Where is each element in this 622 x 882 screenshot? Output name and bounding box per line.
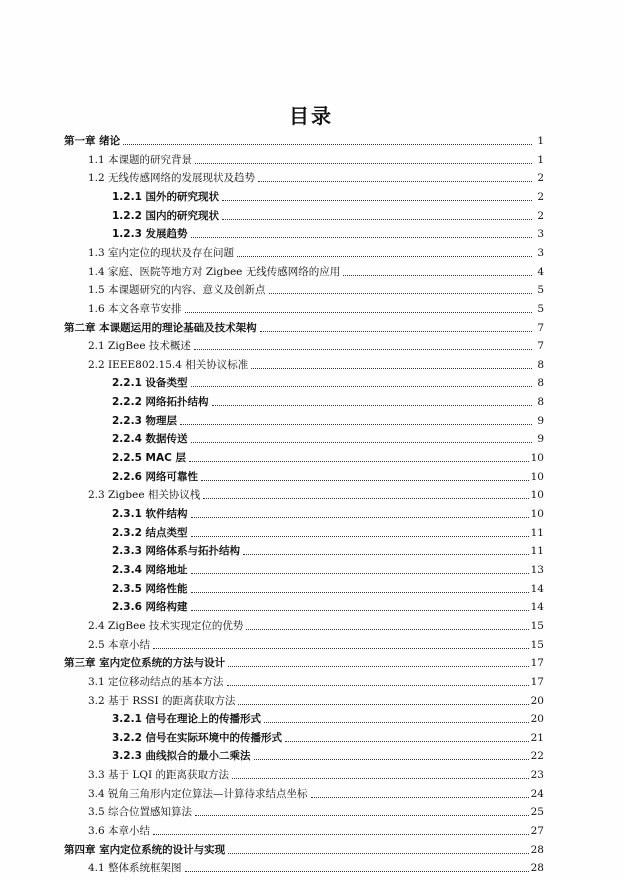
toc-section-entry	[112, 730, 544, 746]
dot-leader	[251, 368, 532, 369]
toc-page-number: 11	[530, 526, 544, 539]
dot-leader	[201, 480, 529, 481]
dot-leader	[191, 610, 529, 611]
toc-section-entry	[88, 786, 544, 802]
dot-leader	[180, 424, 532, 425]
toc-page-number: 27	[530, 825, 544, 838]
toc-entry-label: 1.2.3 发展趋势	[112, 228, 188, 241]
toc-entry-label: 1.3 室内定位的现状及存在问题	[88, 246, 235, 259]
toc-section-entry	[112, 226, 544, 242]
toc-page-number: 5	[537, 284, 544, 297]
toc-chapter-entry	[64, 320, 544, 336]
toc-section-entry	[88, 767, 544, 783]
dot-leader	[232, 778, 529, 779]
dot-leader	[311, 797, 529, 798]
toc-page-number: 8	[537, 396, 544, 409]
toc-section-entry	[112, 581, 544, 597]
dot-leader	[246, 629, 528, 630]
toc-page-number: 11	[530, 545, 544, 558]
toc-page-number: 3	[537, 228, 544, 241]
toc-entry-label: 1.2.2 国内的研究现状	[112, 209, 220, 222]
toc-section-entry	[112, 450, 544, 466]
toc-page-number: 20	[530, 694, 544, 707]
toc-page-number: 10	[530, 489, 544, 502]
toc-entry-label: 3.2.1 信号在理论上的传播形式	[112, 713, 262, 726]
toc-page-number: 7	[537, 321, 544, 334]
dot-leader	[212, 405, 532, 406]
toc-page-number: 2	[537, 209, 544, 222]
toc-entry-label: 2.3.6 网络构建	[112, 601, 188, 614]
toc-chapter-entry	[64, 655, 544, 671]
dot-leader	[191, 517, 529, 518]
toc-entry-label: 2.2 IEEE802.15.4 相关协议标准	[88, 358, 249, 371]
toc-section-entry	[112, 469, 544, 485]
toc-chapter-entry	[64, 133, 544, 149]
toc-page-number: 10	[530, 470, 544, 483]
toc-section-entry	[88, 823, 544, 839]
toc-entry-label: 2.3.4 网络地址	[112, 563, 188, 576]
toc-section-entry	[112, 562, 544, 578]
toc-page-number: 10	[530, 452, 544, 465]
toc-section-entry	[88, 618, 544, 634]
dot-leader	[243, 554, 529, 555]
dot-leader	[191, 237, 532, 238]
toc-section-entry	[88, 245, 544, 261]
toc-entry-label: 4.1 整体系统框架图	[88, 862, 182, 875]
dot-leader	[191, 573, 529, 574]
toc-page-number: 2	[537, 172, 544, 185]
toc-section-entry	[88, 282, 544, 298]
dot-leader	[191, 592, 529, 593]
toc-entry-label: 2.2.4 数据传送	[112, 433, 188, 446]
toc-entry-label: 1.2 无线传感网络的发展现状及趋势	[88, 172, 256, 185]
toc-section-entry	[112, 711, 544, 727]
toc-entry-label: 第二章 本课题运用的理论基础及技术架构	[64, 321, 257, 334]
toc-section-entry	[88, 674, 544, 690]
toc-section-entry	[112, 394, 544, 410]
dot-leader	[191, 442, 532, 443]
toc-section-entry	[88, 264, 544, 280]
toc-entry-label: 3.3 基于 LQI 的距离获取方法	[88, 769, 229, 782]
toc-entry-label: 2.3 Zigbee 相关协议栈	[88, 489, 201, 502]
dot-leader	[269, 293, 532, 294]
dot-leader	[237, 256, 532, 257]
dot-leader	[254, 759, 529, 760]
toc-section-entry	[112, 506, 544, 522]
toc-page-number: 17	[530, 675, 544, 688]
toc-entry-label: 2.2.5 MAC 层	[112, 452, 186, 465]
toc-chapter-entry	[64, 842, 544, 858]
toc-entry-label: 第一章 绪论	[64, 135, 121, 147]
toc-entry-label: 3.2.3 曲线拟合的最小二乘法	[112, 750, 251, 763]
toc-page-number: 4	[537, 265, 544, 278]
dot-leader	[191, 536, 529, 537]
dot-leader	[189, 461, 529, 462]
toc-page-number: 15	[530, 619, 544, 632]
toc-entry-label: 2.2.3 物理层	[112, 414, 178, 427]
toc-page-number: 3	[537, 246, 544, 259]
toc-page-number: 14	[530, 582, 544, 595]
toc-page-number: 8	[537, 358, 544, 371]
toc-entry-label: 第四章 室内定位系统的设计与实现	[64, 843, 226, 856]
dot-leader	[191, 386, 532, 387]
toc-section-entry	[112, 525, 544, 541]
toc-page-number: 21	[530, 731, 544, 744]
toc-section-entry	[88, 152, 544, 168]
dot-leader	[258, 181, 532, 182]
toc-section-entry	[88, 301, 544, 317]
toc-entry-label: 1.1 本课题的研究背景	[88, 153, 193, 166]
toc-entry-label: 2.3.5 网络性能	[112, 582, 188, 595]
toc-section-entry	[112, 543, 544, 559]
toc-section-entry	[88, 357, 544, 373]
toc-entry-label: 2.3.3 网络体系与拓扑结构	[112, 545, 241, 558]
toc-page-number: 25	[530, 806, 544, 819]
toc-section-entry	[88, 170, 544, 186]
toc-section-entry	[88, 338, 544, 354]
toc-page-number: 28	[530, 843, 544, 856]
toc-entry-label: 2.5 本章小结	[88, 638, 151, 651]
toc-page-number: 5	[537, 302, 544, 315]
toc-entry-label: 1.4 家庭、医院等地方对 Zigbee 无线传感网络的应用	[88, 265, 341, 278]
toc-entry-label: 1.5 本课题研究的内容、意义及创新点	[88, 284, 266, 297]
toc-page-number: 10	[530, 508, 544, 520]
toc-entry-label: 2.3.2 结点类型	[112, 526, 188, 539]
dot-leader	[285, 741, 529, 742]
toc-entry-label: 3.4 锐角三角形内定位算法—计算待求结点坐标	[88, 787, 308, 800]
toc-entry-label: 2.2.1 设备类型	[112, 377, 188, 390]
toc-entry-label: 3.2 基于 RSSI 的距离获取方法	[88, 694, 236, 707]
toc-page-number: 22	[530, 750, 544, 763]
toc-section-entry	[112, 748, 544, 764]
dot-leader	[228, 853, 528, 854]
dot-leader	[153, 834, 529, 835]
toc-section-entry	[88, 487, 544, 503]
toc-entry-label: 1.2.1 国外的研究现状	[112, 190, 220, 203]
toc-page-number: 1	[537, 153, 544, 166]
toc-section-entry	[112, 599, 544, 615]
toc-page-number: 23	[530, 769, 544, 782]
dot-leader	[260, 331, 532, 332]
toc-section-entry	[88, 693, 544, 709]
dot-leader	[343, 275, 532, 276]
toc-entry-label: 3.6 本章小结	[88, 825, 151, 838]
dot-leader	[185, 312, 532, 313]
dot-leader	[195, 815, 529, 816]
dot-leader	[195, 163, 532, 164]
toc-page-number: 28	[530, 862, 544, 875]
toc-page-number: 14	[530, 601, 544, 614]
dot-leader	[228, 666, 528, 667]
toc-page-number: 15	[530, 638, 544, 651]
dot-leader	[185, 871, 529, 872]
toc-entry-label: 3.2.2 信号在实际环境中的传播形式	[112, 731, 283, 744]
toc-entry-label: 2.1 ZigBee 技术概述	[88, 340, 191, 353]
toc-page-number: 24	[530, 787, 544, 800]
toc-entry-label: 3.5 综合位置感知算法	[88, 806, 193, 819]
toc-section-entry	[88, 860, 544, 876]
dot-leader	[222, 219, 532, 220]
toc-section-entry	[112, 189, 544, 205]
dot-leader	[153, 648, 529, 649]
toc-entry-label: 第三章 室内定位系统的方法与设计	[64, 657, 226, 670]
toc-section-entry	[88, 637, 544, 653]
toc-section-entry	[112, 431, 544, 447]
dot-leader	[123, 144, 532, 145]
toc-section-entry	[112, 208, 544, 224]
toc-page-number: 7	[537, 340, 544, 353]
dot-leader	[222, 200, 532, 201]
toc-entry-label: 2.3.1 软件结构	[112, 508, 188, 520]
toc-section-entry	[112, 375, 544, 391]
toc-title: 目录	[289, 104, 333, 128]
toc-entry-label: 2.2.2 网络拓扑结构	[112, 396, 209, 409]
toc-entry-label: 3.1 定位移动结点的基本方法	[88, 675, 224, 688]
dot-leader	[203, 498, 528, 499]
dot-leader	[238, 704, 528, 705]
toc-page-number: 13	[530, 563, 544, 576]
toc-entry-label: 1.6 本文各章节安排	[88, 302, 182, 315]
toc-page-number: 20	[530, 713, 544, 726]
toc-page-number: 9	[537, 414, 544, 427]
toc-page-number: 8	[537, 377, 544, 390]
dot-leader	[264, 722, 529, 723]
toc-page-number: 1	[537, 135, 544, 147]
toc-page-number: 2	[537, 190, 544, 203]
toc-section-entry	[112, 413, 544, 429]
toc-entry-label: 2.4 ZigBee 技术实现定位的优势	[88, 619, 244, 632]
toc-section-entry	[88, 804, 544, 820]
dot-leader	[227, 685, 529, 686]
toc-page-number: 17	[530, 657, 544, 670]
toc-entry-label: 2.2.6 网络可靠性	[112, 470, 199, 483]
dot-leader	[194, 349, 532, 350]
toc-page-number: 9	[537, 433, 544, 446]
